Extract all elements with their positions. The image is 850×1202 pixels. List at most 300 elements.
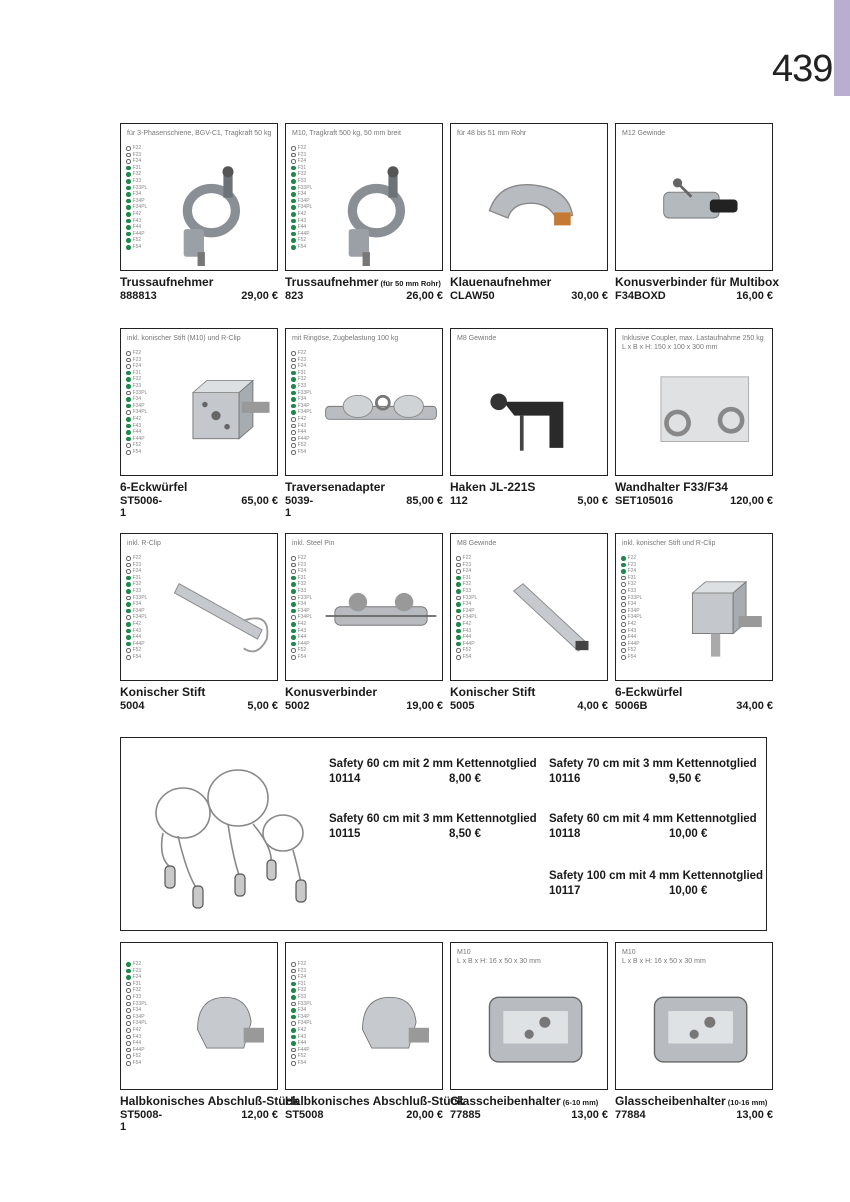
incompatible-dot-icon xyxy=(291,1061,296,1066)
incompatible-dot-icon xyxy=(621,615,626,620)
legend-label: F34 xyxy=(132,396,142,403)
compatible-dot-icon xyxy=(291,982,296,987)
product-title-text: Konischer Stift xyxy=(120,685,206,699)
compatible-dot-icon xyxy=(126,622,131,627)
compatible-dot-icon xyxy=(456,589,461,594)
legend-label: F23 xyxy=(132,151,142,158)
legend-label: F44P xyxy=(132,435,145,442)
legend-label: F22 xyxy=(132,350,142,356)
compatible-dot-icon xyxy=(291,377,296,382)
legend-label: F43 xyxy=(132,627,142,634)
product-photo xyxy=(621,965,771,1085)
legend-label: F31 xyxy=(132,980,142,987)
incompatible-dot-icon xyxy=(126,1028,131,1033)
legend-label: F34PL xyxy=(132,204,148,211)
incompatible-dot-icon xyxy=(291,648,296,653)
product-title-text: Wandhalter F33/F34 xyxy=(615,480,728,494)
legend-label: F44P xyxy=(462,640,475,647)
compatible-dot-icon xyxy=(291,582,296,587)
legend-label: F24 xyxy=(462,568,472,575)
legend-label: F33 xyxy=(132,587,142,594)
legend-label: F52 xyxy=(627,647,637,654)
compatible-dot-icon xyxy=(126,437,131,442)
legend-label: F52 xyxy=(132,237,142,244)
compatible-dot-icon xyxy=(291,219,296,224)
product-photo xyxy=(141,351,291,471)
safety-title: Safety 60 cm mit 4 mm Kettennotglied xyxy=(549,813,757,825)
incompatible-dot-icon xyxy=(291,563,296,568)
product-note: für 3-Phasenschiene, BGV-C1, Tragkraft 50 kg xyxy=(127,130,272,137)
compatible-dot-icon xyxy=(291,397,296,402)
legend-label: F32 xyxy=(627,581,637,588)
legend-label: F54 xyxy=(297,243,307,250)
compatible-dot-icon xyxy=(291,635,296,640)
product-price: 30,00 € xyxy=(571,290,608,302)
legend-label: F34PL xyxy=(297,204,313,211)
legend-label: F23 xyxy=(462,561,472,568)
incompatible-dot-icon xyxy=(291,159,296,164)
incompatible-dot-icon xyxy=(456,648,461,653)
legend-label: F22 xyxy=(297,350,307,356)
compatible-dot-icon xyxy=(126,969,131,974)
incompatible-dot-icon xyxy=(621,648,626,653)
product-code: F34BOXD xyxy=(615,290,666,302)
legend-label: F23 xyxy=(297,561,307,568)
incompatible-dot-icon xyxy=(291,443,296,448)
legend-label: F33PL xyxy=(627,594,643,601)
product-photo xyxy=(621,146,771,266)
product-photo xyxy=(456,351,606,471)
legend-label: F44P xyxy=(627,640,640,647)
legend-label: F42 xyxy=(132,210,142,217)
product-title-text: Konusverbinder für Multibox xyxy=(615,275,780,289)
incompatible-dot-icon xyxy=(126,1054,131,1059)
product-image-box xyxy=(285,123,443,271)
product-note: M12 Gewinde xyxy=(622,130,666,137)
product-note: Inklusive Coupler, max. Lastaufnahme 250 kg L x B x H: 150 x 100 x 300 mm xyxy=(622,335,764,351)
incompatible-dot-icon xyxy=(621,602,626,607)
incompatible-dot-icon xyxy=(291,1021,296,1026)
compatible-dot-icon xyxy=(456,635,461,640)
compatible-dot-icon xyxy=(126,238,131,243)
incompatible-dot-icon xyxy=(621,609,626,614)
incompatible-dot-icon xyxy=(126,1015,131,1020)
product-code: 5039-1 xyxy=(285,495,314,519)
incompatible-dot-icon xyxy=(621,655,626,660)
legend-label: F33PL xyxy=(132,184,148,191)
compatible-dot-icon xyxy=(291,179,296,184)
safety-code: 10118 xyxy=(549,828,581,840)
product-title xyxy=(615,481,773,494)
incompatible-dot-icon xyxy=(621,596,626,601)
product-code: 5006B xyxy=(615,700,648,712)
product-image-box xyxy=(120,533,278,681)
incompatible-dot-icon xyxy=(126,615,131,620)
incompatible-dot-icon xyxy=(126,159,131,164)
incompatible-dot-icon xyxy=(291,430,296,435)
legend-label: F33 xyxy=(132,382,142,389)
compatible-dot-icon xyxy=(126,642,131,647)
legend-label: F24 xyxy=(132,158,142,165)
legend-label: F52 xyxy=(462,647,472,654)
safety-item xyxy=(549,757,757,787)
compatible-dot-icon xyxy=(126,582,131,587)
legend-label: F34 xyxy=(462,601,472,608)
legend-label: F52 xyxy=(297,647,307,654)
incompatible-dot-icon xyxy=(456,563,461,568)
incompatible-dot-icon xyxy=(126,351,131,356)
product-price: 120,00 € xyxy=(730,495,773,507)
legend-label: F33PL xyxy=(297,184,313,191)
incompatible-dot-icon xyxy=(291,364,296,369)
legend-label: F34PL xyxy=(132,409,148,416)
legend-label: F24 xyxy=(132,974,142,981)
legend-label: F42 xyxy=(297,210,307,217)
incompatible-dot-icon xyxy=(291,351,296,356)
legend-label: F42 xyxy=(132,620,142,627)
compatible-dot-icon xyxy=(126,975,131,980)
compatible-dot-icon xyxy=(126,172,131,177)
legend-label: F34PL xyxy=(297,1020,313,1027)
product-code: 823 xyxy=(285,290,304,302)
legend-label: F34 xyxy=(297,396,307,403)
product-title xyxy=(285,1094,464,1108)
legend-label: F33PL xyxy=(132,1000,148,1007)
compatible-dot-icon xyxy=(126,205,131,210)
legend-label: F54 xyxy=(627,653,637,660)
incompatible-dot-icon xyxy=(621,635,626,640)
safety-item xyxy=(329,757,537,787)
product-photo xyxy=(306,965,456,1085)
product-image-box xyxy=(120,942,278,1090)
compatible-dot-icon xyxy=(291,245,296,250)
compatible-dot-icon xyxy=(456,642,461,647)
legend-label: F44P xyxy=(132,230,145,237)
incompatible-dot-icon xyxy=(126,1008,131,1013)
legend-label: F42 xyxy=(627,620,637,627)
legend-label: F22 xyxy=(297,145,307,151)
legend-label: F33PL xyxy=(297,594,313,601)
product-title-text: Trussaufnehmer xyxy=(120,275,214,289)
legend-label: F33 xyxy=(297,177,307,184)
legend-label: F43 xyxy=(132,422,142,429)
product-price: 20,00 € xyxy=(406,1109,443,1121)
product-title xyxy=(285,481,443,494)
compatible-dot-icon xyxy=(291,589,296,594)
legend-label: F44P xyxy=(132,640,145,647)
legend-label: F33PL xyxy=(297,1000,313,1007)
compatible-dot-icon xyxy=(291,212,296,217)
incompatible-dot-icon xyxy=(126,364,131,369)
compatible-dot-icon xyxy=(291,576,296,581)
legend-label: F31 xyxy=(297,980,307,987)
product-image-box xyxy=(450,942,608,1090)
legend-label: F44 xyxy=(132,1040,142,1047)
safety-cables-image xyxy=(143,768,323,918)
product-title xyxy=(615,1095,773,1109)
compatible-dot-icon xyxy=(291,602,296,607)
legend-label: F52 xyxy=(132,442,142,449)
compatible-dot-icon xyxy=(291,205,296,210)
product-image-box xyxy=(285,533,443,681)
legend-label: F44 xyxy=(132,634,142,641)
safety-price: 8,00 € xyxy=(449,773,481,785)
incompatible-dot-icon xyxy=(126,1061,131,1066)
product-code: 5004 xyxy=(120,700,145,712)
product-note: inkl. konischer Stift und R-Clip xyxy=(622,540,716,547)
product-title-suffix: (10-16 mm) xyxy=(725,1098,768,1107)
legend-label: F42 xyxy=(297,415,307,422)
legend-label: F34PL xyxy=(132,1020,148,1027)
product-price: 34,00 € xyxy=(736,700,773,712)
product-note: M8 Gewinde xyxy=(457,540,497,547)
incompatible-dot-icon xyxy=(456,556,461,561)
compatible-dot-icon xyxy=(126,179,131,184)
legend-label: F22 xyxy=(132,961,142,967)
incompatible-dot-icon xyxy=(456,596,461,601)
legend-label: F34 xyxy=(297,601,307,608)
incompatible-dot-icon xyxy=(126,1041,131,1046)
product-title-text: 6-Eckwürfel xyxy=(615,685,683,699)
product-title xyxy=(450,276,608,289)
compatible-dot-icon xyxy=(126,404,131,409)
product-title-text: Haken JL-221S xyxy=(450,480,536,494)
safety-code: 10117 xyxy=(549,885,581,897)
legend-label: F42 xyxy=(297,1026,307,1033)
product-note: mit Ringöse, Zugbelastung 100 kg xyxy=(292,335,399,342)
compatible-dot-icon xyxy=(456,582,461,587)
compatible-dot-icon xyxy=(126,219,131,224)
product-image-box xyxy=(450,328,608,476)
compatible-dot-icon xyxy=(126,609,131,614)
compatible-dot-icon xyxy=(291,404,296,409)
incompatible-dot-icon xyxy=(621,576,626,581)
incompatible-dot-icon xyxy=(126,1048,131,1053)
legend-label: F34P xyxy=(462,607,475,614)
incompatible-dot-icon xyxy=(291,556,296,561)
legend-label: F32 xyxy=(297,987,307,994)
compatible-dot-icon xyxy=(126,186,131,191)
product-title-text: Traversenadapter xyxy=(285,480,386,494)
legend-label: F31 xyxy=(627,574,637,581)
compatible-dot-icon xyxy=(126,225,131,230)
legend-label: F33 xyxy=(297,587,307,594)
legend-label: F32 xyxy=(297,581,307,588)
legend-label: F34P xyxy=(297,607,310,614)
compatible-dot-icon xyxy=(291,410,296,415)
product-image-box xyxy=(285,942,443,1090)
legend-label: F24 xyxy=(297,158,307,165)
product-code: 77884 xyxy=(615,1109,646,1121)
legend-label: F42 xyxy=(297,620,307,627)
incompatible-dot-icon xyxy=(126,563,131,568)
legend-label: F44P xyxy=(297,1046,310,1053)
compatible-dot-icon xyxy=(291,238,296,243)
product-note: inkl. R-Clip xyxy=(127,540,161,547)
legend-label: F31 xyxy=(462,574,472,581)
product-image-box xyxy=(615,533,773,681)
compatible-dot-icon xyxy=(291,192,296,197)
compatible-dot-icon xyxy=(291,609,296,614)
legend-label: F34P xyxy=(132,402,145,409)
compatible-dot-icon xyxy=(126,384,131,389)
compatible-dot-icon xyxy=(126,232,131,237)
legend-label: F43 xyxy=(132,217,142,224)
legend-label: F22 xyxy=(627,555,637,561)
legend-label: F44 xyxy=(132,224,142,231)
compatible-dot-icon xyxy=(291,225,296,230)
compatible-dot-icon xyxy=(291,642,296,647)
compatible-dot-icon xyxy=(291,1028,296,1033)
product-price: 13,00 € xyxy=(571,1109,608,1121)
product-price: 5,00 € xyxy=(247,700,278,712)
product-price: 12,00 € xyxy=(241,1109,278,1121)
legend-label: F34PL xyxy=(627,614,643,621)
legend-label: F54 xyxy=(132,448,142,455)
legend-label: F32 xyxy=(462,581,472,588)
legend-label: F31 xyxy=(132,574,142,581)
legend-label: F34PL xyxy=(297,614,313,621)
incompatible-dot-icon xyxy=(291,615,296,620)
safety-item xyxy=(329,812,537,842)
incompatible-dot-icon xyxy=(291,1054,296,1059)
legend-label: F34PL xyxy=(132,614,148,621)
legend-label: F34 xyxy=(627,601,637,608)
legend-label: F24 xyxy=(132,568,142,575)
safety-title: Safety 60 cm mit 3 mm Kettennotglied xyxy=(329,813,537,825)
legend-label: F42 xyxy=(132,415,142,422)
legend-label: F34 xyxy=(132,1007,142,1014)
legend-label: F54 xyxy=(462,653,472,660)
product-price: 65,00 € xyxy=(241,495,278,507)
incompatible-dot-icon xyxy=(291,437,296,442)
compatible-dot-icon xyxy=(291,186,296,191)
legend-label: F24 xyxy=(297,363,307,370)
safety-item xyxy=(549,812,757,842)
legend-label: F24 xyxy=(132,363,142,370)
legend-label: F22 xyxy=(462,555,472,561)
product-title-text: Halbkonisches Abschluß-Stück xyxy=(285,1094,464,1108)
incompatible-dot-icon xyxy=(291,569,296,574)
compatible-dot-icon xyxy=(126,199,131,204)
legend-label: F54 xyxy=(297,653,307,660)
legend-label: F31 xyxy=(297,574,307,581)
product-note: inkl. Steel Pin xyxy=(292,540,335,547)
legend-label: F43 xyxy=(297,422,307,429)
compatible-dot-icon xyxy=(126,629,131,634)
safety-code: 10116 xyxy=(549,773,581,785)
legend-label: F44 xyxy=(297,224,307,231)
product-title-text: Trussaufnehmer xyxy=(285,275,379,289)
product-price: 5,00 € xyxy=(577,495,608,507)
incompatible-dot-icon xyxy=(291,424,296,429)
legend-label: F34 xyxy=(297,1007,307,1014)
compatible-dot-icon xyxy=(126,602,131,607)
legend-label: F34P xyxy=(132,1013,145,1020)
legend-label: F24 xyxy=(627,568,637,575)
compatible-dot-icon xyxy=(456,602,461,607)
legend-label: F44 xyxy=(132,429,142,436)
product-title xyxy=(120,481,278,494)
legend-label: F54 xyxy=(297,1059,307,1066)
incompatible-dot-icon xyxy=(291,962,296,967)
product-image-box xyxy=(615,942,773,1090)
product-title xyxy=(120,686,278,699)
incompatible-dot-icon xyxy=(126,1035,131,1040)
product-note: inkl. konischer Stift (M10) und R-Clip xyxy=(127,335,241,342)
product-note: M10 L x B x H: 16 x 50 x 30 mm xyxy=(457,949,541,965)
legend-label: F44 xyxy=(297,429,307,436)
legend-label: F32 xyxy=(132,987,142,994)
safety-code: 10115 xyxy=(329,828,361,840)
compatible-dot-icon xyxy=(126,424,131,429)
product-price: 19,00 € xyxy=(406,700,443,712)
product-code: 888813 xyxy=(120,290,157,302)
legend-label: F44 xyxy=(462,634,472,641)
safety-price: 10,00 € xyxy=(669,828,708,840)
legend-label: F34P xyxy=(627,607,640,614)
product-price: 16,00 € xyxy=(736,290,773,302)
compatible-dot-icon xyxy=(456,576,461,581)
legend-label: F34 xyxy=(297,191,307,198)
compatible-dot-icon xyxy=(291,1015,296,1020)
legend-label: F54 xyxy=(132,1059,142,1066)
compatible-dot-icon xyxy=(126,962,131,967)
product-price: 29,00 € xyxy=(241,290,278,302)
incompatible-dot-icon xyxy=(126,443,131,448)
legend-label: F34PL xyxy=(297,409,313,416)
compatible-dot-icon xyxy=(126,589,131,594)
compatible-dot-icon xyxy=(621,563,626,568)
product-title xyxy=(285,686,443,699)
incompatible-dot-icon xyxy=(126,556,131,561)
legend-label: F33 xyxy=(297,382,307,389)
compatible-dot-icon xyxy=(126,245,131,250)
product-note: M8 Gewinde xyxy=(457,335,497,342)
legend-label: F34P xyxy=(132,197,145,204)
legend-label: F23 xyxy=(132,967,142,974)
legend-label: F31 xyxy=(297,369,307,376)
compatible-dot-icon xyxy=(291,1008,296,1013)
product-image-box xyxy=(615,328,773,476)
product-photo xyxy=(141,556,291,676)
legend-label: F43 xyxy=(627,627,637,634)
product-code: SET105016 xyxy=(615,495,674,507)
incompatible-dot-icon xyxy=(621,582,626,587)
product-code: ST5008 xyxy=(285,1109,324,1121)
incompatible-dot-icon xyxy=(126,995,131,1000)
legend-label: F31 xyxy=(297,164,307,171)
product-code: ST5008-1 xyxy=(120,1109,163,1133)
compatible-dot-icon xyxy=(621,556,626,561)
legend-label: F23 xyxy=(627,561,637,568)
incompatible-dot-icon xyxy=(291,596,296,601)
incompatible-dot-icon xyxy=(621,622,626,627)
legend-label: F33PL xyxy=(297,389,313,396)
incompatible-dot-icon xyxy=(291,975,296,980)
incompatible-dot-icon xyxy=(126,982,131,987)
product-code: 5005 xyxy=(450,700,475,712)
product-photo xyxy=(636,556,786,676)
page-number: 439 xyxy=(772,48,833,90)
compatible-dot-icon xyxy=(291,1035,296,1040)
product-image-box xyxy=(450,533,608,681)
legend-label: F23 xyxy=(297,967,307,974)
product-photo xyxy=(306,556,456,676)
incompatible-dot-icon xyxy=(126,391,131,396)
legend-label: F23 xyxy=(297,356,307,363)
legend-label: F22 xyxy=(297,961,307,967)
